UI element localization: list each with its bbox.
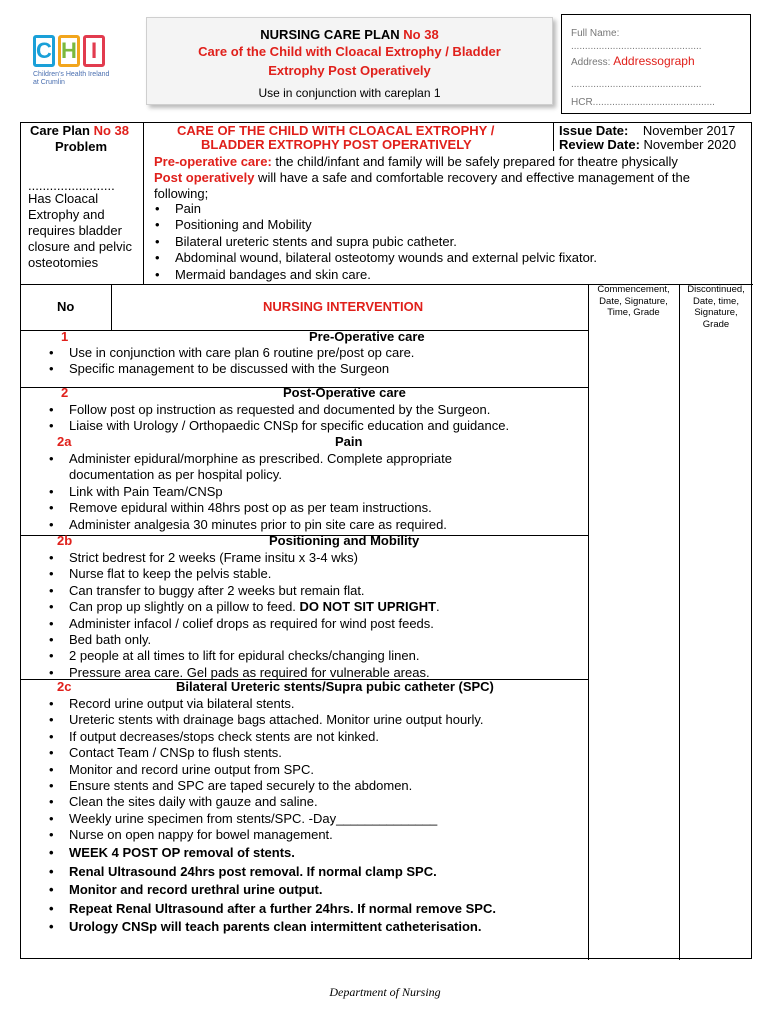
column-intervention: NURSING INTERVENTION	[263, 299, 424, 314]
dots: ...............................................	[571, 79, 702, 90]
title-note: Use in conjunction with careplan 1	[258, 86, 441, 100]
list-item: • Administer analgesia 30 minutes prior to pin site care as required.	[41, 517, 452, 533]
problem-line: requires bladder	[28, 223, 122, 238]
list-item: • Renal Ultrasound 24hrs post removal. If normal clamp SPC.	[41, 863, 496, 882]
goal-item: • Pain	[147, 201, 597, 217]
list-item: • Ensure stents and SPC are taped securely to the abdomen.	[41, 778, 484, 794]
section-number: 1	[61, 329, 69, 344]
list-item: • Administer infacol / colief drops as required for wind post feeds.	[41, 616, 440, 632]
section-bold-items	[41, 844, 496, 937]
list-item: • Specific management to be discussed with the Surgeon	[41, 361, 414, 377]
care-plan-number: No 38	[93, 123, 129, 138]
logo-subtitle-line: Children's Health Ireland	[33, 71, 110, 78]
logo-letter: I	[83, 35, 105, 67]
problem-line: Extrophy and	[28, 207, 105, 222]
postop-label: Post operatively	[154, 170, 255, 185]
problem-line: closure and pelvic	[28, 239, 133, 254]
section-items	[41, 402, 509, 435]
goal-item: • Abdominal wound, bilateral osteotomy wounds and external pelvic fixator.	[147, 250, 597, 266]
list-item: • Ureteric stents with drainage bags attached. Monitor urine output hourly.	[41, 712, 484, 728]
list-item-bold: DO NOT SIT UPRIGHT	[299, 599, 437, 615]
chi-logo	[33, 35, 118, 93]
hcr-label: HCR............................................	[571, 97, 715, 108]
section-number: 2	[61, 385, 69, 400]
list-item: • Remove epidural within 48hrs post op as per team instructions.	[41, 500, 452, 516]
logo-subtitle-line: at Crumlin	[33, 79, 65, 86]
column-discontinued	[679, 284, 753, 330]
list-item: • Urology CNSp will teach parents clean intermittent catheterisation.	[41, 918, 496, 937]
section-items	[41, 696, 484, 844]
section-number: 2b	[57, 533, 73, 548]
title-line: Care of the Child with Cloacal Extrophy / Bladder	[198, 44, 501, 59]
list-item: • Clean the sites daily with gauze and saline.	[41, 794, 484, 810]
list-item: • Nurse flat to keep the pelvis stable.	[41, 566, 440, 582]
address-label-text: Address:	[571, 57, 614, 68]
title-prefix: NURSING CARE PLAN	[260, 27, 404, 42]
care-plan-table	[20, 122, 752, 959]
list-item: • Link with Pain Team/CNSp	[41, 484, 452, 500]
list-item: • Can prop up slightly on a pillow to feed. DO NOT SIT UPRIGHT.	[41, 599, 440, 615]
problem-line: Has Cloacal	[28, 191, 99, 206]
list-item-text: Can prop up slightly on a pillow to feed.	[69, 599, 300, 615]
list-item: • Use in conjunction with care plan 6 routine pre/post op care.	[41, 345, 414, 361]
goal-postop	[154, 170, 690, 185]
section-items	[41, 451, 452, 533]
section-items	[41, 550, 440, 681]
preop-label: Pre-operative care:	[154, 154, 272, 169]
title-number: No 38	[403, 27, 439, 42]
header-line: Discontinued,	[687, 284, 745, 295]
address-label	[571, 54, 695, 68]
list-item: • Monitor and record urine output from SPC.	[41, 762, 484, 778]
problem-line: osteotomies	[28, 255, 99, 270]
care-plan-title	[147, 27, 552, 42]
preop-text: the child/infant and family will be safely prepared for theatre physically	[271, 154, 678, 169]
care-plan-prefix: Care Plan	[30, 123, 94, 138]
list-item: • If output decreases/stops check stents are not kinked.	[41, 729, 484, 745]
care-title-line: BLADDER EXTROPHY POST OPERATIVELY	[201, 137, 472, 152]
column-commencement	[588, 284, 679, 319]
issue-date-label: Issue Date:	[559, 123, 629, 138]
list-item: • Pressure area care. Gel pads as required for vulnerable areas.	[41, 665, 440, 681]
patient-address-box	[561, 14, 751, 114]
section-number: 2a	[57, 434, 72, 449]
goal-item: • Mermaid bandages and skin care.	[147, 267, 597, 283]
list-item: • Weekly urine specimen from stents/SPC. -Day______________	[41, 811, 484, 827]
section-number: 2c	[57, 679, 72, 694]
section-title: Positioning and Mobility	[269, 533, 420, 548]
section-title: Bilateral Ureteric stents/Supra pubic catheter (SPC)	[176, 679, 494, 694]
list-item: • Monitor and record urethral urine output.	[41, 881, 496, 900]
address-value: Addressograph	[613, 54, 695, 68]
header-line: Grade	[702, 318, 730, 330]
list-item: • Administer epidural/morphine as prescribed. Complete appropriate	[41, 451, 452, 467]
section-title: Post-Operative care	[283, 385, 406, 400]
issue-date-value: November 2017	[642, 123, 736, 138]
title-line: Extrophy Post Operatively	[268, 63, 431, 78]
title-box	[146, 17, 553, 105]
logo-subtitle	[33, 71, 118, 87]
list-item: • Strict bedrest for 2 weeks (Frame insitu x 3-4 wks)	[41, 550, 440, 566]
header-line: Date, time,	[693, 295, 739, 307]
section-title: Pre-Operative care	[309, 329, 425, 344]
care-plan-label	[30, 123, 129, 138]
list-item: • Follow post op instruction as requested and documented by the Surgeon.	[41, 402, 509, 418]
goal-item: • Bilateral ureteric stents and supra pubic catheter.	[147, 234, 597, 250]
list-item: • Contact Team / CNSp to flush stents.	[41, 745, 484, 761]
goal-list	[147, 201, 597, 283]
list-item: • Bed bath only.	[41, 632, 440, 648]
logo-letter: C	[33, 35, 55, 67]
list-item-continuation: documentation as per hospital policy.	[69, 467, 282, 483]
goal-item: • Positioning and Mobility	[147, 217, 597, 233]
list-item: • Liaise with Urology / Orthopaedic CNSp for specific education and guidance.	[41, 418, 509, 434]
column-no: No	[57, 299, 75, 314]
header-line: Commencement,	[597, 284, 670, 295]
review-date-label: Review Date:	[559, 137, 640, 152]
list-item: • Nurse on open nappy for bowel management.	[41, 827, 484, 843]
issue-date	[559, 123, 735, 138]
problem-label: Problem	[55, 139, 108, 154]
section-items	[41, 345, 414, 378]
logo-letter: H	[58, 35, 80, 67]
problem-description	[28, 191, 132, 271]
postop-text: will have a safe and comfortable recovery and effective management of the	[254, 170, 690, 185]
header-line: Time, Grade	[607, 307, 660, 318]
full-name-label: Full Name:	[571, 28, 620, 39]
goal-preop	[154, 154, 678, 169]
list-item: • Repeat Renal Ultrasound after a further 24hrs. If normal remove SPC.	[41, 900, 496, 919]
list-item: • WEEK 4 POST OP removal of stents.	[41, 844, 496, 863]
list-item: • Record urine output via bilateral stents.	[41, 696, 484, 712]
dots: ...............................................	[571, 41, 702, 52]
goal-following: following;	[154, 186, 209, 201]
list-item: • Can transfer to buggy after 2 weeks but remain flat.	[41, 583, 440, 599]
review-date-value: November 2020	[643, 137, 737, 152]
header-line: Signature,	[694, 307, 738, 318]
problem-dots: ........................	[28, 178, 115, 193]
section-title: Pain	[335, 434, 363, 449]
list-item: • 2 people at all times to lift for epidural checks/changing linen.	[41, 648, 440, 664]
footer: Department of Nursing	[329, 985, 441, 999]
review-date	[559, 137, 736, 152]
header-line: Date, Signature,	[599, 295, 668, 307]
care-title-line: CARE OF THE CHILD WITH CLOACAL EXTROPHY /	[177, 123, 495, 138]
